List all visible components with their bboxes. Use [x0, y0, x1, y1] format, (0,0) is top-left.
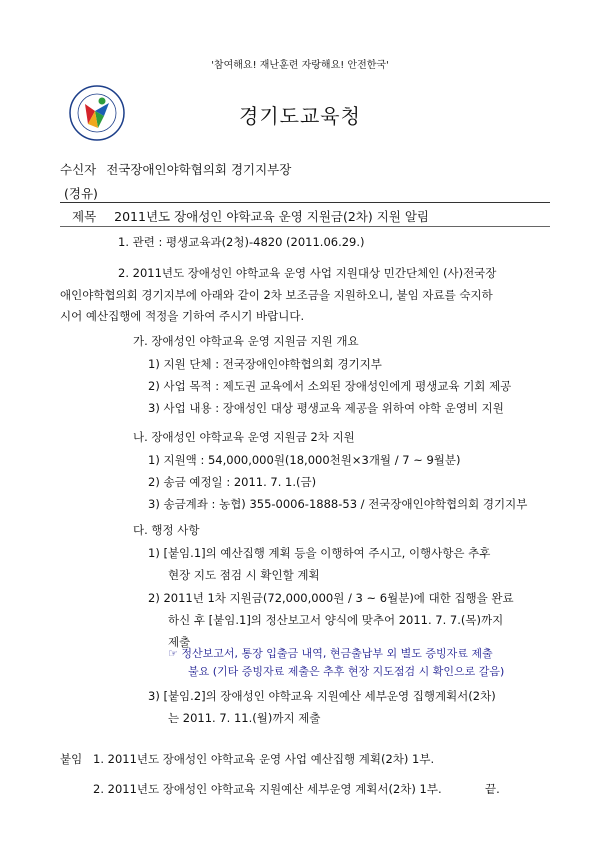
section-da-line-2c: 제출	[168, 635, 191, 649]
attachment-2: 2. 2011년도 장애성인 야학교육 지원예산 세부운영 계획서(2차) 1부.	[93, 782, 442, 796]
section-ga-line-3: 3) 사업 내용 : 장애성인 대상 평생교육 제공을 위하여 야학 운영비 지원	[148, 401, 504, 415]
body-item-2-line-3: 시어 예산집행에 적정을 기하여 주시기 바랍니다.	[60, 309, 305, 323]
attachments-label: 붙임	[60, 752, 83, 766]
section-na-line-2: 2) 송금 예정일 : 2011. 7. 1.(금)	[148, 475, 317, 489]
via: (경유)	[64, 186, 98, 201]
section-na-line-1: 1) 지원액 : 54,000,000원(18,000천원×3개월 / 7 ~ 9월분)	[148, 453, 461, 467]
section-da-line-1a: 1) [붙임.1]의 예산집행 계획 등을 이행하여 주시고, 이행사항은 추후	[148, 546, 491, 560]
subject-label: 제목	[72, 209, 97, 224]
attachment-1: 1. 2011년도 장애성인 야학교육 운영 사업 예산집행 계획(2차) 1부.	[93, 752, 435, 766]
organization-name: 경기도교육청	[239, 104, 361, 128]
recipient-label: 수신자	[60, 162, 97, 177]
end-mark: 끝.	[485, 782, 500, 796]
section-da-line-1b: 현장 지도 점검 시 확인할 계획	[168, 568, 320, 582]
section-da-line-3b: 는 2011. 7. 11.(월)까지 제출	[168, 711, 321, 725]
recipient-value: 전국장애인야학협의회 경기지부장	[106, 162, 292, 177]
subject-value: 2011년도 장애성인 야학교육 운영 지원금(2차) 지원 알림	[114, 209, 429, 224]
section-na-line-3: 3) 송금계좌 : 농협) 355-0006-1888-53 / 전국장애인야학협의회 경기지부	[148, 497, 528, 511]
header-divider-bottom	[60, 226, 550, 227]
notice-note-line-1: ☞ 정산보고서, 통장 입출금 내역, 현금출납부 외 별도 증빙자료 제출	[168, 647, 493, 660]
subject	[72, 207, 429, 225]
section-da-title: 다. 행정 사항	[133, 523, 200, 537]
section-da-line-2b: 하신 후 [붙임.1]의 정산보고서 양식에 맞추어 2011. 7. 7.(목)까지	[168, 613, 504, 627]
slogan: '참여해요! 재난훈련 자랑해요! 안전한국'	[211, 60, 389, 71]
section-ga-line-2: 2) 사업 목적 : 제도권 교육에서 소외된 장애성인에게 평생교육 기회 제공	[148, 379, 512, 393]
body-item-2-line-1: 2. 2011년도 장애성인 야학교육 운영 사업 지원대상 민간단체인 (사)전국장	[118, 266, 497, 280]
section-ga-line-1: 1) 지원 단체 : 전국장애인야학협의회 경기지부	[148, 357, 382, 371]
section-da-line-2a: 2) 2011년 1차 지원금(72,000,000원 / 3 ~ 6월분)에 대한 집행을 완료	[148, 591, 514, 605]
header-divider-top	[60, 202, 550, 203]
recipient	[60, 160, 291, 178]
body-item-2-line-2: 애인야학협의회 경기지부에 아래와 같이 2차 보조금을 지원하오니, 붙임 자료를 숙지하	[60, 288, 493, 302]
section-ga-title: 가. 장애성인 야학교육 운영 지원금 지원 개요	[133, 334, 359, 348]
section-na-title: 나. 장애성인 야학교육 운영 지원금 2차 지원	[133, 430, 355, 444]
section-da-line-3a: 3) [붙임.2]의 장애성인 야학교육 지원예산 세부운영 집행계획서(2차)	[148, 689, 496, 703]
notice-note-line-2: 불요 (기타 증빙자료 제출은 추후 현장 지도점검 시 확인으로 갈음)	[188, 665, 505, 678]
body-item-1: 1. 관련 : 평생교육과(2청)-4820 (2011.06.29.)	[118, 235, 365, 249]
